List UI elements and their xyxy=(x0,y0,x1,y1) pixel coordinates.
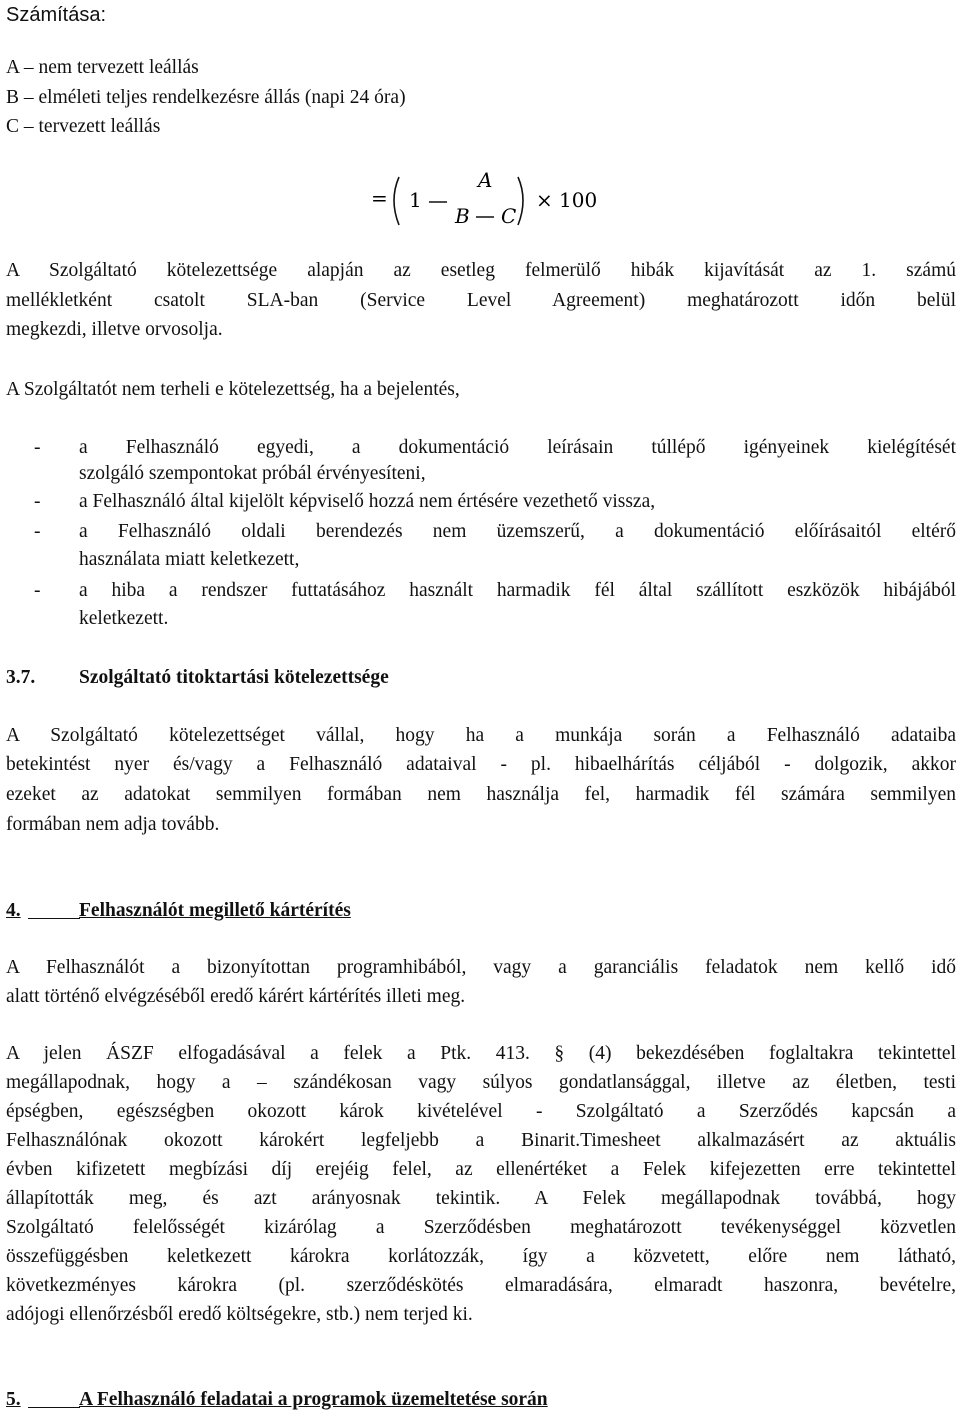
formula-denominator-b: B xyxy=(455,204,470,228)
paragraph-line: Szolgáltató felelősségét kizárólag a Szerződésben meghatározott tevékenységgel közvetlen xyxy=(6,1217,956,1238)
definition-b: B – elméleti teljes rendelkezésre állás (napi 24 óra) xyxy=(6,87,406,108)
section-title: Számítása: xyxy=(6,4,107,26)
section-heading: Szolgáltató titoktartási kötelezettsége xyxy=(79,667,389,688)
paragraph-line: évben kifizetett megbízási díj erejéig felel, az ellenértéket a Felek kifejezetten erre tekintettel xyxy=(6,1159,956,1180)
paragraph-line: A Szolgáltató kötelezettséget vállal, hogy ha a munkája során a Felhasználó adataiba xyxy=(6,725,956,746)
availability-formula xyxy=(371,165,606,235)
formula-equals: = xyxy=(371,186,388,210)
formula-numerator: A xyxy=(478,168,493,192)
heading-underline xyxy=(28,1407,80,1408)
paragraph-line: épségben, egészségben okozott károk kivételével - Szolgáltató a Szerződés kapcsán a xyxy=(6,1101,956,1122)
bullet-line: keletkezett. xyxy=(79,608,169,629)
formula-right-paren xyxy=(518,177,523,225)
paragraph-line: összefüggésben keletkezett károkra korlátozzák, így a közvetett, előre nem látható, xyxy=(6,1246,956,1267)
bullet-line: a Felhasználó által kijelölt képviselő hozzá nem értésére vezethető vissza, xyxy=(79,491,656,512)
paragraph-line: adójogi ellenőrzésből eredő költségekre, stb.) nem terjed ki. xyxy=(6,1304,473,1325)
formula-hundred: 100 xyxy=(559,188,598,212)
bullet-line: a Felhasználó oldali berendezés nem üzemszerű, a dokumentáció előírásaitól eltérő xyxy=(79,521,956,542)
paragraph-line: Felhasználónak okozott károkért legfeljebb a Binarit.Timesheet alkalmazásért az aktuális xyxy=(6,1130,956,1151)
paragraph-line: A Felhasználót a bizonyítottan programhibából, vagy a garanciális feladatok nem kellő idő xyxy=(6,957,956,978)
paragraph-line: állapították meg, és azt arányosnak tekintik. A Felek megállapodnak továbbá, hogy xyxy=(6,1188,956,1209)
section-number: 5. xyxy=(6,1389,21,1410)
paragraph-line: A jelen ÁSZF elfogadásával a felek a Ptk. 413. § (4) bekezdésében foglaltakra tekintettel xyxy=(6,1043,956,1064)
paragraph-line: A Szolgáltató kötelezettsége alapján az esetleg felmerülő hibák kijavítását az 1. számú xyxy=(6,260,956,281)
paragraph-line: megkezdi, illetve orvosolja. xyxy=(6,319,223,340)
formula-one: 1 xyxy=(409,188,422,212)
paragraph-line: alatt történő elvégzéséből eredő kárért kártérítés illeti meg. xyxy=(6,986,466,1007)
section-heading: Felhasználót megillető kártérítés xyxy=(79,900,351,921)
paragraph-line: következményes károkra (pl. szerződéskötés elmaradására, elmaradt haszonra, bevételre, xyxy=(6,1275,956,1296)
bullet-line: a hiba a rendszer futtatásához használt harmadik fél által szállított eszközök hibájából xyxy=(79,580,956,601)
paragraph-line: mellékletként csatolt SLA-ban (Service Level Agreement) meghatározott időn belül xyxy=(6,290,956,311)
section-number: 3.7. xyxy=(6,667,36,688)
formula-times: × xyxy=(536,188,553,212)
definition-c: C – tervezett leállás xyxy=(6,116,161,137)
bullet-dash: - xyxy=(34,491,41,512)
formula-left-paren xyxy=(394,177,399,225)
bullet-line: a Felhasználó egyedi, a dokumentáció leírásain túllépő igényeinek kielégítését xyxy=(79,437,956,458)
bullet-line: használata miatt keletkezett, xyxy=(79,549,300,570)
paragraph-line: A Szolgáltatót nem terheli e kötelezettség, ha a bejelentés, xyxy=(6,379,460,400)
bullet-line: szolgáló szempontokat próbál érvényesíteni, xyxy=(79,463,426,484)
bullet-dash: - xyxy=(34,521,41,542)
heading-underline xyxy=(28,918,80,919)
paragraph-line: ezeket az adatokat semmilyen formában nem használja fel, harmadik fél számára semmilyen xyxy=(6,784,956,805)
bullet-dash: - xyxy=(34,437,41,458)
section-heading: A Felhasználó feladatai a programok üzemeltetése során xyxy=(79,1389,548,1410)
definition-a: A – nem tervezett leállás xyxy=(6,57,199,78)
section-number: 4. xyxy=(6,900,21,921)
paragraph-line: megállapodnak, hogy a – szándékosan vagy súlyos gondatlansággal, illetve az életben, testi xyxy=(6,1072,956,1093)
formula-denominator-c: C xyxy=(501,204,517,228)
paragraph-line: betekintést nyer és/vagy a Felhasználó adataival - pl. hibaelhárítás céljából - dolgozik, akkor xyxy=(6,754,956,775)
paragraph-line: formában nem adja tovább. xyxy=(6,814,220,835)
bullet-dash: - xyxy=(34,580,41,601)
